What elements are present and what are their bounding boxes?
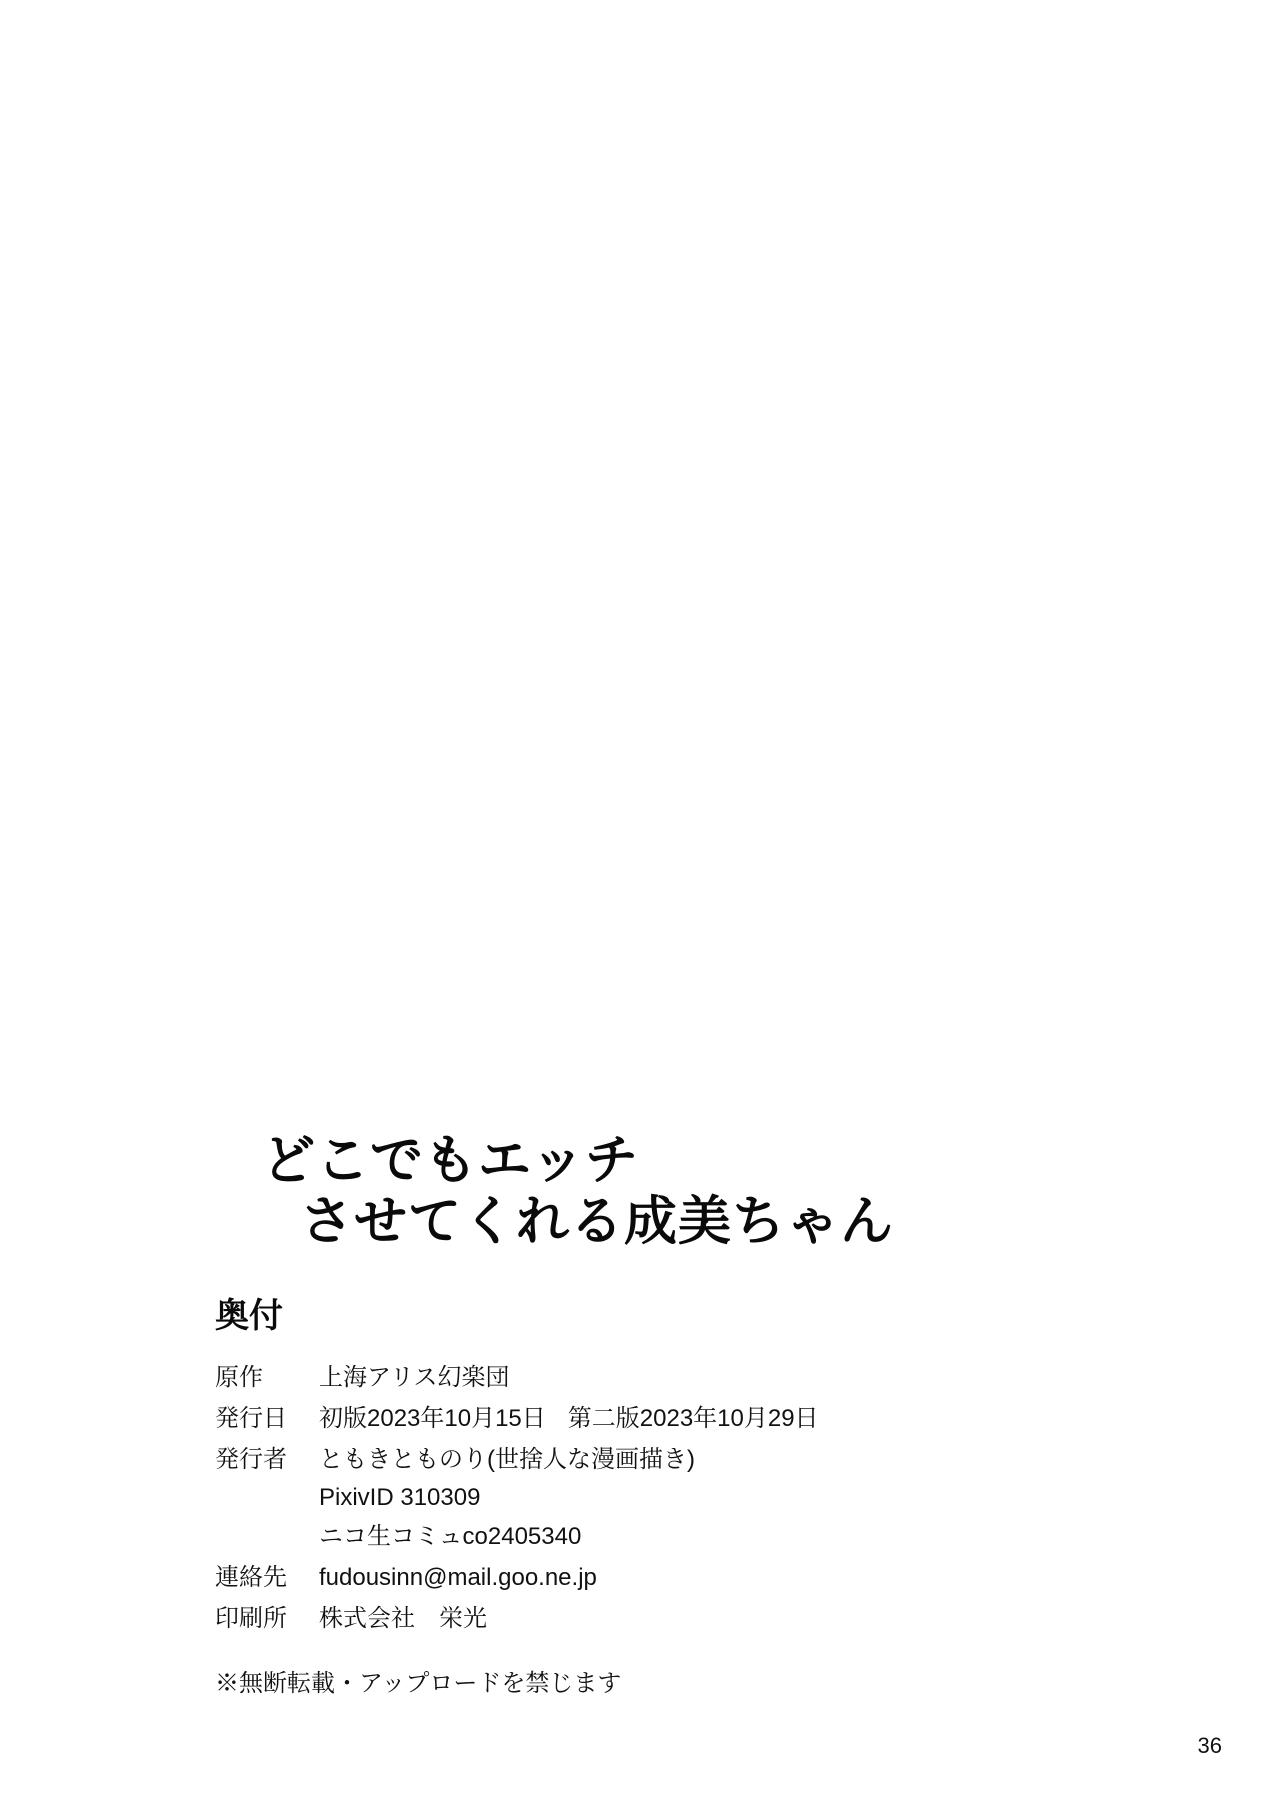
- colophon-label-contact: 連絡先: [215, 1564, 287, 1592]
- colophon-row-original-work: [215, 1359, 1095, 1398]
- colophon-label-publisher: 発行者: [215, 1445, 287, 1473]
- page-number: 36: [1197, 1733, 1222, 1758]
- colophon-label-printer: 印刷所: [215, 1605, 287, 1633]
- colophon-values-printer: [311, 1600, 1095, 1639]
- colophon-value-publisher-name: ともきとものり(世捨人な漫画描き): [319, 1445, 695, 1473]
- colophon-row-contact: [215, 1559, 1095, 1598]
- colophon-values-original-work: [311, 1359, 1095, 1398]
- colophon-section: [215, 1296, 1095, 1703]
- colophon-heading: 奥付: [215, 1296, 283, 1336]
- reproduction-notice: ※無断転載・アップロードを禁じます: [215, 1669, 622, 1697]
- colophon-value-printer-name: 株式会社 栄光: [319, 1605, 487, 1633]
- title-line-1: どこでもエッチ: [262, 1130, 639, 1191]
- colophon-row-printer: [215, 1600, 1095, 1639]
- colophon-value-first-edition: 初版2023年10月15日: [319, 1404, 546, 1432]
- colophon-values-publication-date: [311, 1400, 1095, 1439]
- colophon-row-publisher: [215, 1441, 1095, 1558]
- colophon-values-publisher: [311, 1441, 1095, 1558]
- colophon-label-publication-date: 発行日: [215, 1404, 287, 1432]
- colophon-value-contact-email: fudousinn@mail.goo.ne.jp: [319, 1564, 597, 1592]
- colophon-value-nicolive-community: ニコ生コミュco2405340: [319, 1523, 582, 1551]
- colophon-values-contact: [311, 1559, 1095, 1598]
- colophon-value-pixiv-id: PixivID 310309: [319, 1484, 481, 1512]
- colophon-label-original-work: 原作: [215, 1363, 263, 1391]
- colophon-value-publication-date-line: [319, 1400, 1095, 1439]
- colophon-value-original-work-1: 上海アリス幻楽団: [319, 1363, 510, 1391]
- title-block: [0, 1130, 1280, 1253]
- colophon-value-second-edition: 第二版2023年10月29日: [567, 1404, 819, 1432]
- title-line-2: させてくれる成美ちゃん: [300, 1191, 894, 1253]
- colophon-row-publication-date: [215, 1400, 1095, 1439]
